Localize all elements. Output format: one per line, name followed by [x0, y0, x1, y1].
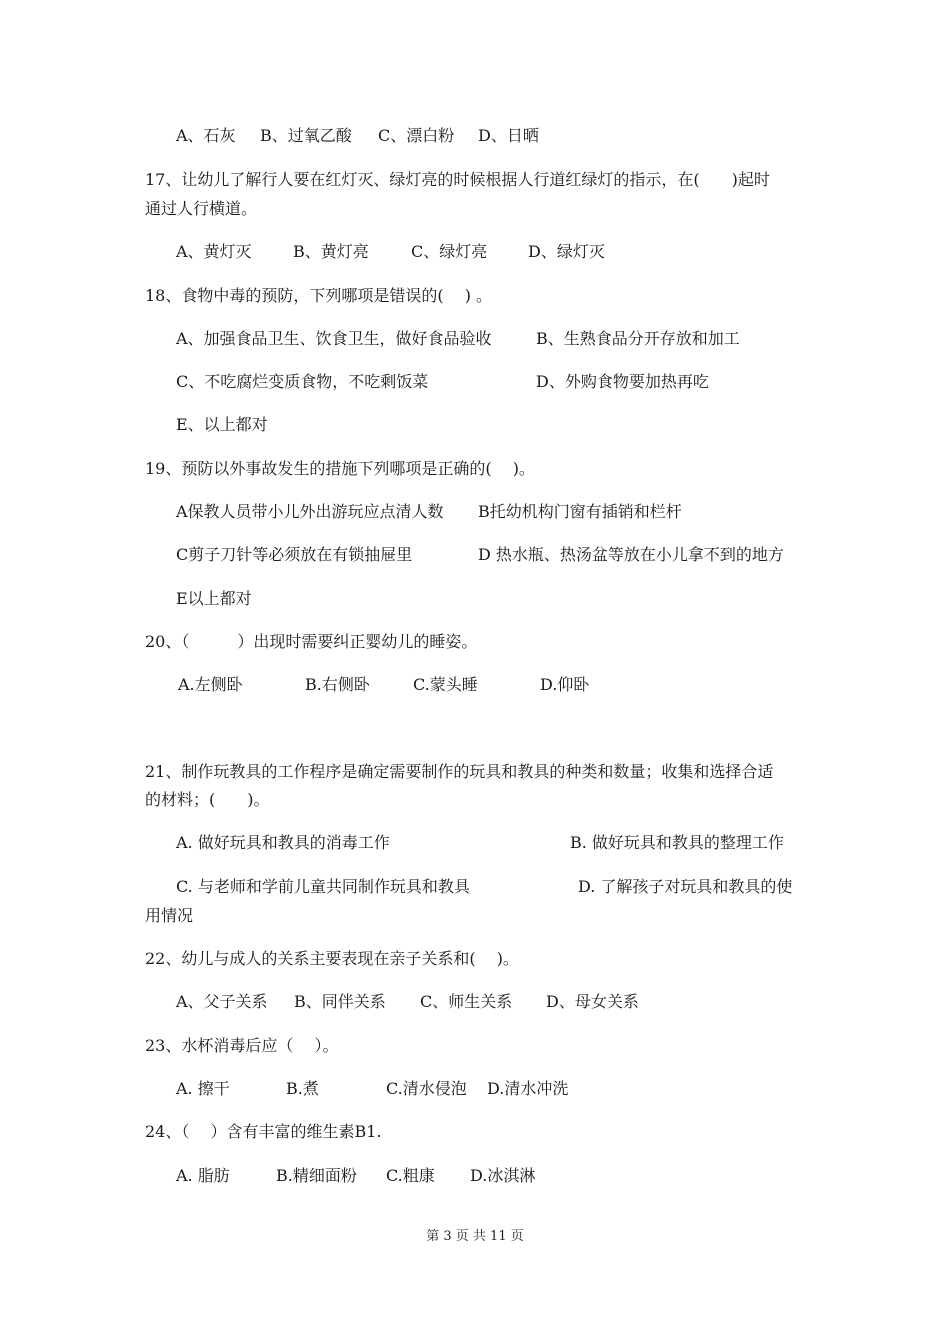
q21-stem-line-2: 的材料；( )。	[145, 790, 270, 809]
q20-option-c: C.蒙头睡	[413, 675, 478, 694]
q22-option-b: B、同伴关系	[294, 992, 386, 1011]
q23-option-c: C.清水侵泡	[386, 1079, 467, 1098]
q23-option-b: B.煮	[286, 1079, 319, 1098]
q24-option-b: B.精细面粉	[276, 1166, 357, 1185]
q22-option-d: D、母女关系	[546, 992, 639, 1011]
page-footer: 第 3 页 共 11 页	[426, 1229, 524, 1244]
q19-option-d: D 热水瓶、热汤盆等放在小儿拿不到的地方	[478, 545, 784, 564]
q23-stem: 23、水杯消毒后应（ ）。	[145, 1036, 339, 1055]
q24-stem: 24、（ ）含有丰富的维生素B1.	[145, 1122, 382, 1141]
q17-stem-line-1: 17、让幼儿了解行人要在红灯灭、绿灯亮的时候根据人行道红绿灯的指示，在( )起时	[145, 170, 770, 189]
q22-stem: 22、幼儿与成人的关系主要表现在亲子关系和( )。	[145, 949, 519, 968]
q21-option-d: D. 了解孩子对玩具和教具的使	[578, 877, 793, 896]
q20-stem: 20、（ ）出现时需要纠正婴幼儿的睡姿。	[145, 632, 478, 651]
q16-option-a: A、石灰	[176, 126, 236, 145]
q18-option-e: E、以上都对	[176, 415, 268, 434]
q21-option-b: B. 做好玩具和教具的整理工作	[570, 833, 784, 852]
q20-option-a: A.左侧卧	[178, 675, 243, 694]
q17-option-a: A、黄灯灭	[176, 242, 252, 261]
q19-option-e: E以上都对	[176, 589, 252, 608]
q17-option-c: C、绿灯亮	[411, 242, 488, 261]
q23-option-a: A. 擦干	[176, 1079, 230, 1098]
q24-option-a: A. 脂肪	[176, 1166, 230, 1185]
q19-stem: 19、预防以外事故发生的措施下列哪项是正确的( )。	[145, 459, 535, 478]
q24-option-d: D.冰淇淋	[470, 1166, 536, 1185]
q16-option-c: C、漂白粉	[378, 126, 455, 145]
q21-option-a: A. 做好玩具和教具的消毒工作	[176, 833, 390, 852]
q17-option-b: B、黄灯亮	[293, 242, 369, 261]
q18-option-b: B、生熟食品分开存放和加工	[536, 329, 740, 348]
q18-stem: 18、食物中毒的预防，下列哪项是错误的( ) 。	[145, 286, 493, 305]
q21-option-d-continued: 用情况	[145, 906, 194, 925]
q20-option-b: B.右侧卧	[305, 675, 370, 694]
q16-option-b: B、过氧乙酸	[260, 126, 352, 145]
q22-option-a: A、父子关系	[176, 992, 268, 1011]
q19-option-a: A保教人员带小儿外出游玩应点清人数	[176, 502, 444, 521]
q22-option-c: C、师生关系	[420, 992, 513, 1011]
q23-option-d: D.清水冲洗	[487, 1079, 569, 1098]
q20-option-d: D.仰卧	[540, 675, 590, 694]
q24-option-c: C.粗康	[386, 1166, 435, 1185]
q21-stem-line-1: 21、制作玩教具的工作程序是确定需要制作的玩具和教具的种类和数量；收集和选择合适	[145, 762, 774, 781]
q16-option-d: D、日晒	[478, 126, 539, 145]
q18-option-c: C、不吃腐烂变质食物，不吃剩饭菜	[176, 372, 429, 391]
q17-stem-line-2: 通过人行横道。	[145, 199, 258, 218]
q19-option-b: B托幼机构门窗有插销和栏杆	[478, 502, 682, 521]
q21-option-c: C. 与老师和学前儿童共同制作玩具和教具	[176, 877, 470, 896]
q18-option-a: A、加强食品卫生、饮食卫生，做好食品验收	[176, 329, 492, 348]
q19-option-c: C剪子刀针等必须放在有锁抽屉里	[176, 545, 413, 564]
q18-option-d: D、外购食物要加热再吃	[536, 372, 709, 391]
q17-option-d: D、绿灯灭	[528, 242, 605, 261]
